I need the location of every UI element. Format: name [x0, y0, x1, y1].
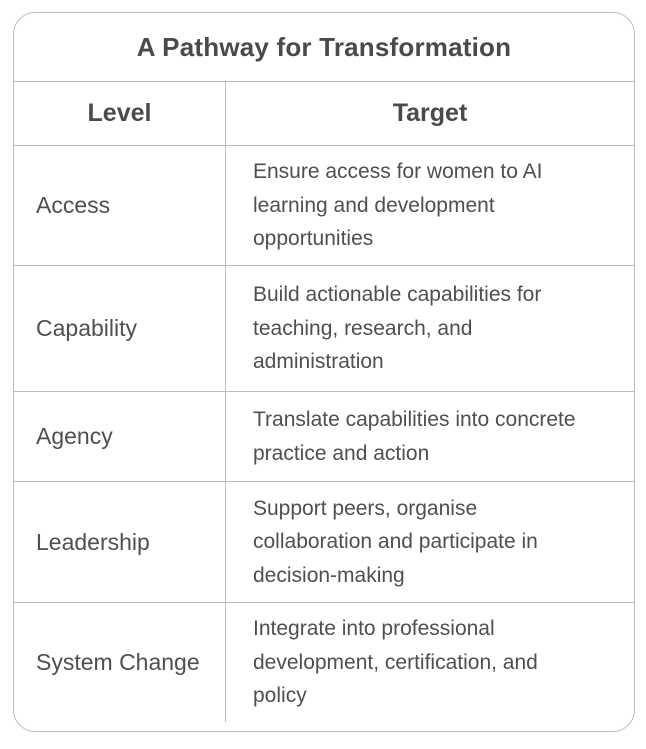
level-cell-capability: Capability: [14, 266, 226, 392]
target-text-capability: Build actionable capabilities for teaching, research, and administration: [253, 283, 542, 374]
column-header-target: Target: [226, 82, 634, 146]
level-cell-agency: Agency: [14, 392, 226, 482]
target-cell-capability: [226, 266, 634, 392]
target-cell-leadership: [226, 482, 634, 603]
table-title: A Pathway for Transformation: [14, 13, 634, 82]
target-text-leadership: Support peers, organise collaboration and participate in decision-making: [253, 496, 538, 587]
level-cell-access: Access: [14, 146, 226, 266]
target-text-system-change: Integrate into professional development, certification, and policy: [253, 617, 538, 708]
target-cell-access: [226, 146, 634, 266]
target-cell-agency: [226, 392, 634, 482]
target-text-agency: Translate capabilities into concrete practice and action: [253, 408, 576, 465]
target-cell-system-change: [226, 603, 634, 722]
level-cell-system-change: System Change: [14, 603, 226, 722]
target-text-access: Ensure access for women to AI learning and development opportunities: [253, 160, 543, 251]
pathway-table: [13, 12, 635, 732]
column-header-level: Level: [14, 82, 226, 146]
table-grid: [14, 82, 634, 731]
level-cell-leadership: Leadership: [14, 482, 226, 603]
